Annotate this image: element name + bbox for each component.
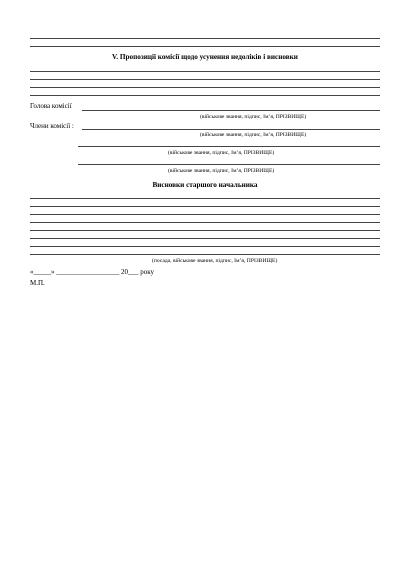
chairman-signature-line[interactable] [82,110,380,111]
blank-line [30,246,380,247]
senior-caption: (посада, військове звання, підпис, Ім’я, ПРІЗВИЩЕ) [152,258,278,264]
blank-line [30,254,380,255]
date-line[interactable]: «_____» __________________ 20___ року [30,268,155,276]
blank-line [30,222,380,223]
member-signature-line[interactable] [82,129,380,130]
blank-line [30,87,380,88]
member-signature-line[interactable] [78,164,380,165]
member-signature-line[interactable] [78,146,380,147]
member-caption: (військове звання, підпис, Ім’я, ПРІЗВИЩЕ) [168,150,275,156]
member-caption: (військове звання, підпис, Ім’я, ПРІЗВИЩЕ) [168,168,275,174]
blank-line [30,46,380,47]
blank-line [30,214,380,215]
section-v-title: V. Пропозиції комісії щодо усунення недоліків і висновки [112,53,298,61]
members-label: Члени комісії : [30,122,74,130]
member-caption: (військове звання, підпис, Ім’я, ПРІЗВИЩЕ) [200,132,307,138]
blank-line [30,71,380,72]
blank-line [30,38,380,39]
chairman-caption: (військове звання, підпис, Ім’я, ПРІЗВИЩЕ) [200,114,307,120]
stamp-label: М.П. [30,279,45,287]
chairman-label: Голова комісії [30,102,72,110]
blank-line [30,230,380,231]
blank-line [30,206,380,207]
blank-line [30,95,380,96]
blank-line [30,79,380,80]
senior-conclusions-title: Висновки старшого начальника [152,181,258,189]
blank-line [30,198,380,199]
blank-line [30,238,380,239]
